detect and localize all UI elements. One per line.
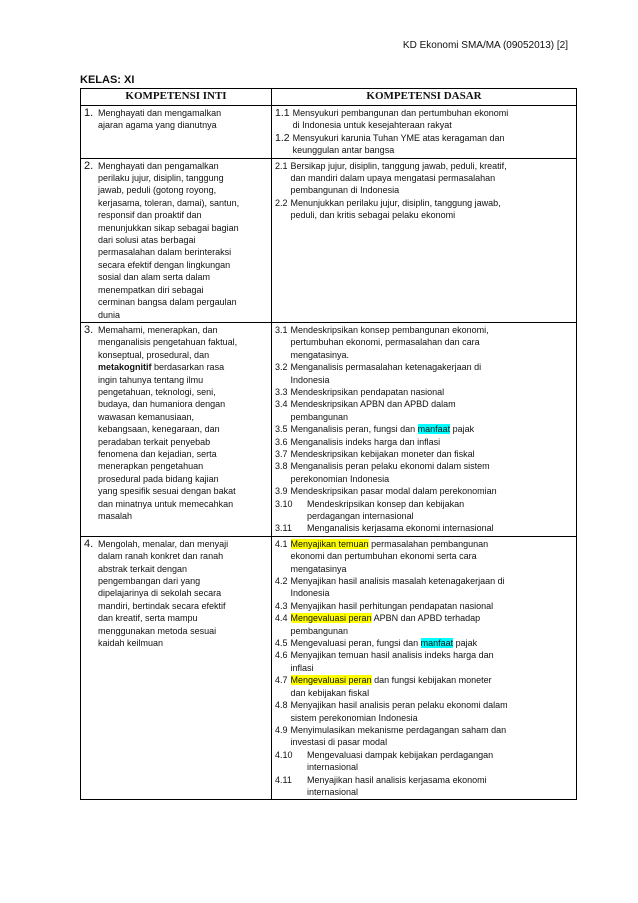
ki-line: prosedural pada bidang kajian: [98, 473, 219, 484]
kd-number: 4.5: [275, 638, 288, 649]
highlight-yellow: Mengevaluasi peran: [290, 675, 372, 686]
kd-line: [291, 674, 573, 686]
kd-line: Menunjukkan perilaku jujur, disiplin, tanggung jawab,: [290, 197, 501, 208]
kd-line: Menganalisis permasalahan ketenagakerjaan di: [290, 362, 482, 373]
ki-line: masalah: [98, 511, 133, 521]
kd-number: 4.11: [275, 774, 292, 785]
ki-bold-term: metakognitif: [98, 362, 152, 373]
kd-line: Mendeskripsikan kebijakan moneter dan fiskal: [290, 448, 475, 459]
kd-item: [275, 107, 573, 132]
highlight-cyan: manfaat: [417, 424, 451, 435]
kd-number: 4.4: [275, 613, 288, 624]
kd-item: [275, 460, 573, 485]
kd-item: [275, 485, 573, 497]
header-kompetensi-inti: KOMPETENSI INTI: [81, 89, 272, 106]
ki-line: pengembangan dari yang: [98, 576, 201, 587]
kd-text: Menganalisis peran, fungsi dan: [290, 424, 418, 435]
kd-line: Mendeskripsikan pasar modal dalam perekonomian: [290, 486, 497, 497]
kd-text: dan fungsi kebijakan moneter: [371, 675, 492, 686]
ki-line: kaidah keilmuan: [98, 638, 164, 649]
ki-line: fenomena dan kejadian, serta: [98, 448, 217, 459]
ki-line: pengetahuan, teknologi, seni,: [98, 386, 216, 397]
kd-line: Mendeskripsikan pendapatan nasional: [290, 386, 445, 397]
kd-cell: [272, 322, 577, 536]
kd-item: [275, 649, 573, 674]
page-header: KD Ekonomi SMA/MA (09052013) [2]: [402, 40, 568, 51]
ki-line: menempatkan diri sebagai: [98, 284, 204, 295]
ki-line: kerjasama, toleran, damai), santun,: [98, 197, 240, 208]
ki-line: Menghayati dan pengamalkan: [98, 160, 219, 171]
ki-line: [98, 361, 268, 373]
kd-item: [275, 600, 573, 612]
kd-line: Bersikap jujur, disiplin, tanggung jawab, peduli, kreatif,: [290, 160, 507, 171]
kd-item: [275, 398, 573, 423]
table-header-row: [81, 89, 577, 106]
kd-number: 3.2: [275, 362, 288, 373]
ki-line: dari solusi atas berbagai: [98, 235, 196, 246]
ki-text: [98, 324, 268, 523]
kd-number: 2.1: [275, 160, 288, 171]
kd-number: 3.5: [275, 424, 288, 435]
ki-line: secara efektif dengan lingkungan: [98, 259, 231, 270]
ki-line: sosial dan alam serta dalam: [98, 272, 211, 283]
header-kompetensi-dasar: KOMPETENSI DASAR: [272, 89, 577, 106]
ki-line: budaya, dan humaniora dengan: [98, 399, 226, 410]
ki-line: dan kreatif, serta mampu: [98, 613, 198, 624]
ki-cell: [81, 158, 272, 322]
kd-item: [275, 575, 573, 600]
ki-line: jawab, peduli (gotong royong,: [98, 185, 217, 196]
kd-line: di Indonesia untuk kesejahteraan rakyat: [292, 120, 452, 131]
competency-table: [80, 88, 577, 800]
table-row: [81, 322, 577, 536]
kd-line: peduli, dan kritis sebagai pelaku ekonomi: [290, 210, 456, 221]
kd-number: 3.11: [275, 523, 292, 534]
ki-number: 3.: [84, 323, 94, 336]
ki-line: menerapkan pengetahuan: [98, 461, 204, 472]
kd-text: APBN dan APBD terhadap: [371, 613, 481, 624]
kd-number: 3.1: [275, 324, 288, 335]
ki-line: Menghayati dan mengamalkan: [98, 108, 222, 118]
kd-line: Menyajikan hasil analisis peran pelaku ekonomi dalam: [290, 700, 508, 711]
ki-line-rest: berdasarkan rasa: [154, 362, 225, 373]
kd-item: [275, 674, 573, 699]
kd-line: Indonesia: [290, 588, 330, 599]
kd-line: inflasi: [290, 662, 314, 673]
ki-line: ajaran agama yang dianutnya: [98, 120, 217, 131]
kd-line: Menyajikan temuan hasil analisis indeks harga dan: [290, 650, 494, 661]
kd-number: 4.2: [275, 576, 288, 587]
kd-line: Menganalisis peran pelaku ekonomi dalam sistem: [290, 461, 490, 472]
ki-number: 1.: [84, 107, 94, 119]
ki-line: peradaban terkait penyebab: [98, 436, 211, 447]
ki-text: [98, 538, 268, 650]
kd-number: 4.7: [275, 675, 288, 686]
kd-number: 3.9: [275, 486, 288, 497]
kd-line: Menyajikan hasil analisis kerjasama ekonomi: [307, 774, 487, 785]
ki-line: ingin tahunya tentang ilmu: [98, 374, 204, 385]
kd-line: pertumbuhan ekonomi, permasalahan dan cara: [290, 337, 480, 348]
kd-number: 3.7: [275, 448, 288, 459]
kd-line: pembangunan: [290, 625, 349, 636]
kd-number: 4.9: [275, 724, 288, 735]
kd-number: 4.1: [275, 538, 288, 549]
ki-line: dunia: [98, 309, 121, 320]
kd-line: Mendeskripsikan APBN dan APBD dalam: [290, 399, 456, 410]
kd-item: [275, 361, 573, 386]
kd-line: [291, 423, 573, 435]
ki-line: perilaku jujur, disiplin, tanggung: [98, 173, 224, 184]
ki-cell: [81, 322, 272, 536]
kd-line: perekonomian Indonesia: [290, 473, 390, 484]
kd-item: [275, 522, 573, 534]
kd-line: internasional: [307, 762, 359, 773]
kd-number: 3.4: [275, 399, 288, 410]
ki-line: permasalahan dalam berinteraksi: [98, 247, 232, 258]
ki-line: dipelajarinya di sekolah secara: [98, 588, 222, 599]
ki-line: dan minatnya untuk memecahkan: [98, 498, 234, 509]
kd-item: [275, 423, 573, 435]
kd-line: Indonesia: [290, 374, 330, 385]
kd-item: [275, 132, 573, 157]
ki-line: responsif dan proaktif dan: [98, 210, 202, 221]
ki-text: [98, 160, 268, 321]
table-row: [81, 536, 577, 800]
kd-cell: [272, 536, 577, 800]
kd-line: keunggulan antar bangsa: [292, 145, 395, 156]
kd-item: [275, 749, 573, 774]
ki-line: menganalisis pengetahuan faktual,: [98, 337, 238, 348]
kd-text: permasalahan pembangunan: [368, 538, 489, 549]
ki-cell: [81, 536, 272, 800]
kd-line: Mendeskripsikan konsep pembangunan ekonomi,: [290, 324, 489, 335]
kd-line: [291, 612, 573, 624]
kd-line: perdagangan internasional: [307, 511, 414, 521]
ki-line: abstrak terkait dengan: [98, 563, 188, 574]
kd-number: 1.2: [275, 131, 290, 144]
kd-text: Mengevaluasi peran, fungsi dan: [290, 638, 421, 649]
ki-line: mandiri, bertindak secara efektif: [98, 600, 226, 611]
kd-line: Mengevaluasi dampak kebijakan perdagangan: [307, 749, 494, 760]
ki-text: [98, 107, 268, 132]
kd-line: investasi di pasar modal: [290, 737, 388, 748]
highlight-yellow: Mengevaluasi peran: [290, 613, 372, 624]
kd-line: Menganalisis kerjasama ekonomi internasional: [307, 523, 494, 534]
ki-line: wawasan kemanusiaan,: [98, 411, 195, 422]
kd-number: 3.8: [275, 461, 288, 472]
kd-line: mengatasinya: [290, 563, 347, 574]
kd-line: internasional: [307, 786, 359, 797]
kd-item: [275, 324, 573, 361]
ki-line: Mengolah, menalar, dan menyaji: [98, 538, 229, 549]
ki-number: 2.: [84, 159, 94, 172]
kd-line: Menyajikan hasil analisis masalah ketenagakerjaan di: [290, 576, 505, 587]
kd-text: pajak: [453, 638, 478, 649]
kd-item: [275, 498, 573, 523]
kd-line: pembangunan di Indonesia: [290, 185, 400, 196]
kd-number: 3.6: [275, 436, 288, 447]
kd-item: [275, 538, 573, 575]
kd-item: [275, 197, 573, 222]
kd-line: Mensyukuri karunia Tuhan YME atas keragaman dan: [292, 132, 505, 143]
kd-line: Menyajikan hasil perhitungan pendapatan nasional: [290, 600, 494, 611]
ki-line: Memahami, menerapkan, dan: [98, 324, 218, 335]
kd-line: Mendeskripsikan konsep dan kebijakan: [307, 498, 465, 509]
kd-line: [291, 538, 573, 550]
ki-line: menunjukkan sikap sebagai bagian: [98, 222, 239, 233]
kd-cell: [272, 106, 577, 159]
kd-line: dan kebijakan fiskal: [290, 687, 370, 698]
ki-cell: [81, 106, 272, 159]
kd-line: sistem perekonomian Indonesia: [290, 712, 418, 723]
table-row: [81, 106, 577, 159]
kd-line: Menganalisis indeks harga dan inflasi: [290, 436, 441, 447]
kd-item: [275, 637, 573, 649]
kd-item: [275, 448, 573, 460]
kd-line: Menyimulasikan mekanisme perdagangan saham dan: [290, 724, 507, 735]
kd-number: 3.3: [275, 386, 288, 397]
ki-number: 4.: [84, 537, 94, 550]
kd-line: dan mandiri dalam upaya mengatasi permasalahan: [290, 173, 496, 184]
ki-line: yang spesifik sesuai dengan bakat: [98, 486, 236, 497]
kd-item: [275, 774, 573, 799]
kd-item: [275, 160, 573, 197]
ki-line: kebangsaan, kenegaraan, dan: [98, 424, 220, 435]
kd-text: pajak: [450, 424, 475, 435]
kd-line: ekonomi dan pertumbuhan ekonomi serta cara: [290, 551, 477, 562]
kd-cell: [272, 158, 577, 322]
class-label: KELAS: XI: [80, 74, 135, 86]
kd-number: 3.10: [275, 498, 293, 509]
table-row: [81, 158, 577, 322]
kd-item: [275, 612, 573, 637]
kd-number: 4.8: [275, 700, 288, 711]
kd-number: 4.6: [275, 650, 288, 661]
ki-line: dalam ranah konkret dan ranah: [98, 551, 224, 562]
kd-line: pembangunan: [290, 411, 349, 422]
highlight-cyan: manfaat: [420, 638, 454, 649]
kd-item: [275, 724, 573, 749]
ki-line: cerminan bangsa dalam pergaulan: [98, 297, 237, 308]
kd-number: 2.2: [275, 197, 288, 208]
ki-line: menggunakan metoda sesuai: [98, 625, 217, 636]
ki-line: konseptual, prosedural, dan: [98, 349, 210, 360]
kd-line: mengatasinya.: [290, 349, 350, 360]
kd-item: [275, 436, 573, 448]
kd-item: [275, 699, 573, 724]
kd-number: 4.10: [275, 749, 293, 760]
highlight-yellow: Menyajikan temuan: [290, 538, 369, 549]
kd-line: Mensyukuri pembangunan dan pertumbuhan ekonomi: [292, 108, 509, 118]
kd-item: [275, 386, 573, 398]
kd-line: [291, 637, 573, 649]
kd-number: 4.3: [275, 600, 288, 611]
kd-number: 1.1: [275, 107, 290, 119]
